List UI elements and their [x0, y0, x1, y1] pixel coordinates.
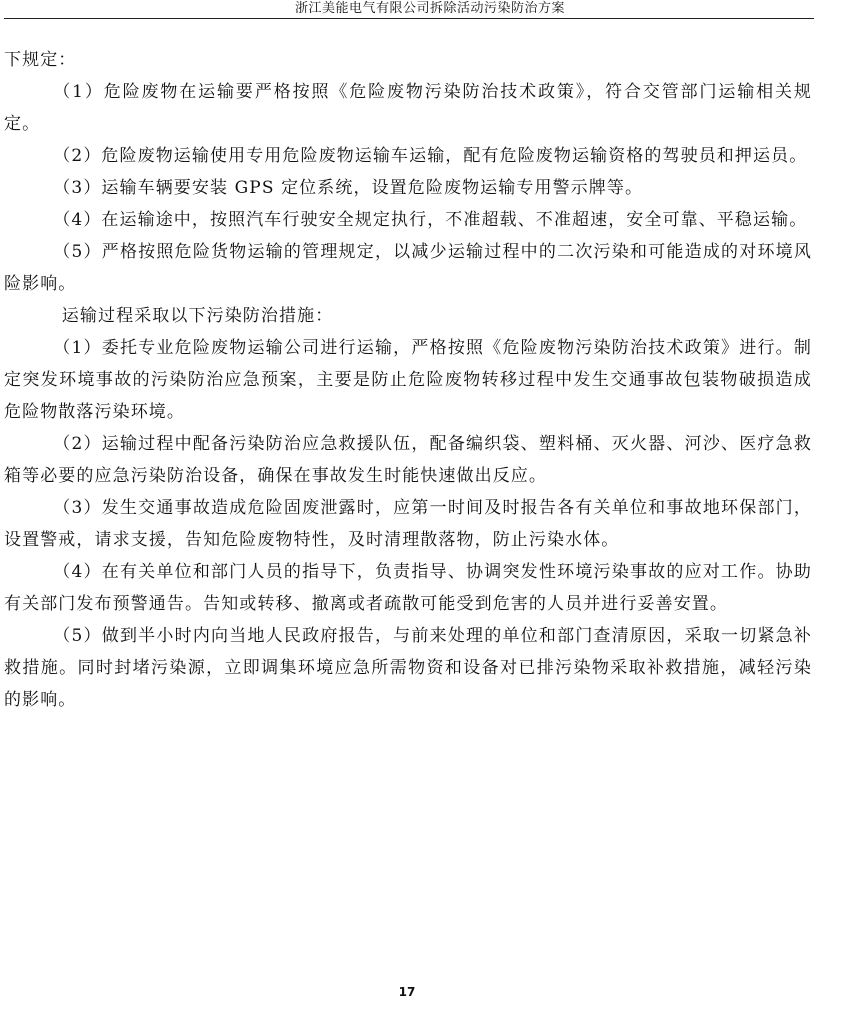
page-header-title: 浙江美能电气有限公司拆除活动污染防治方案 — [294, 1, 565, 16]
paragraph-item-1: （1）危险废物在运输要严格按照《危险废物污染防治技术政策》，符合交管部门运输相关规定。 — [4, 82, 812, 134]
section-lead: 运输过程采取以下污染防治措施： — [61, 306, 334, 326]
paragraph-item-3: （3）运输车辆要安装 GPS 定位系统，设置危险废物运输专用警示牌等。 — [53, 178, 644, 198]
paragraph-item-4: （4）在运输途中，按照汽车行驶安全规定执行，不准超载、不准超速，安全可靠、平稳运输。 — [53, 210, 808, 230]
measure-item-1: （1）委托专业危险废物运输公司进行运输，严格按照《危险废物污染防治技术政策》进行。制定突发环境事故的污染防治应急预案，主要是防止危险废物转移过程中发生交通事故包装物破损造成危险物散落污染环境。 — [4, 338, 812, 422]
document-body — [4, 44, 812, 716]
measure-item-2: （2）运输过程中配备污染防治应急救援队伍，配备编织袋、塑料桶、灭火器、河沙、医疗急救箱等必要的应急污染防治设备，确保在事故发生时能快速做出反应。 — [4, 434, 812, 486]
page-number: 17 — [398, 985, 416, 999]
paragraph-item-2: （2）危险废物运输使用专用危险废物运输车运输，配有危险废物运输资格的驾驶员和押运员。 — [53, 146, 808, 166]
header-divider — [4, 18, 814, 19]
paragraph-item-5: （5）严格按照危险货物运输的管理规定，以减少运输过程中的二次污染和可能造成的对环境风险影响。 — [4, 242, 812, 294]
measure-item-4: （4）在有关单位和部门人员的指导下，负责指导、协调突发性环境污染事故的应对工作。协助有关部门发布预警通告。告知或转移、撤离或者疏散可能受到危害的人员并进行妥善安置。 — [4, 562, 812, 614]
measure-item-3: （3）发生交通事故造成危险固废泄露时，应第一时间及时报告各有关单位和事故地环保部门，设置警戒，请求支援，告知危险废物特性，及时清理散落物，防止污染水体。 — [4, 498, 812, 550]
measure-item-5: （5）做到半小时内向当地人民政府报告，与前来处理的单位和部门查清原因，采取一切紧急补救措施。同时封堵污染源，立即调集环境应急所需物资和设备对已排污染物采取补救措施，减轻污染的影响。 — [4, 626, 812, 710]
paragraph-continuation: 下规定： — [4, 50, 77, 70]
